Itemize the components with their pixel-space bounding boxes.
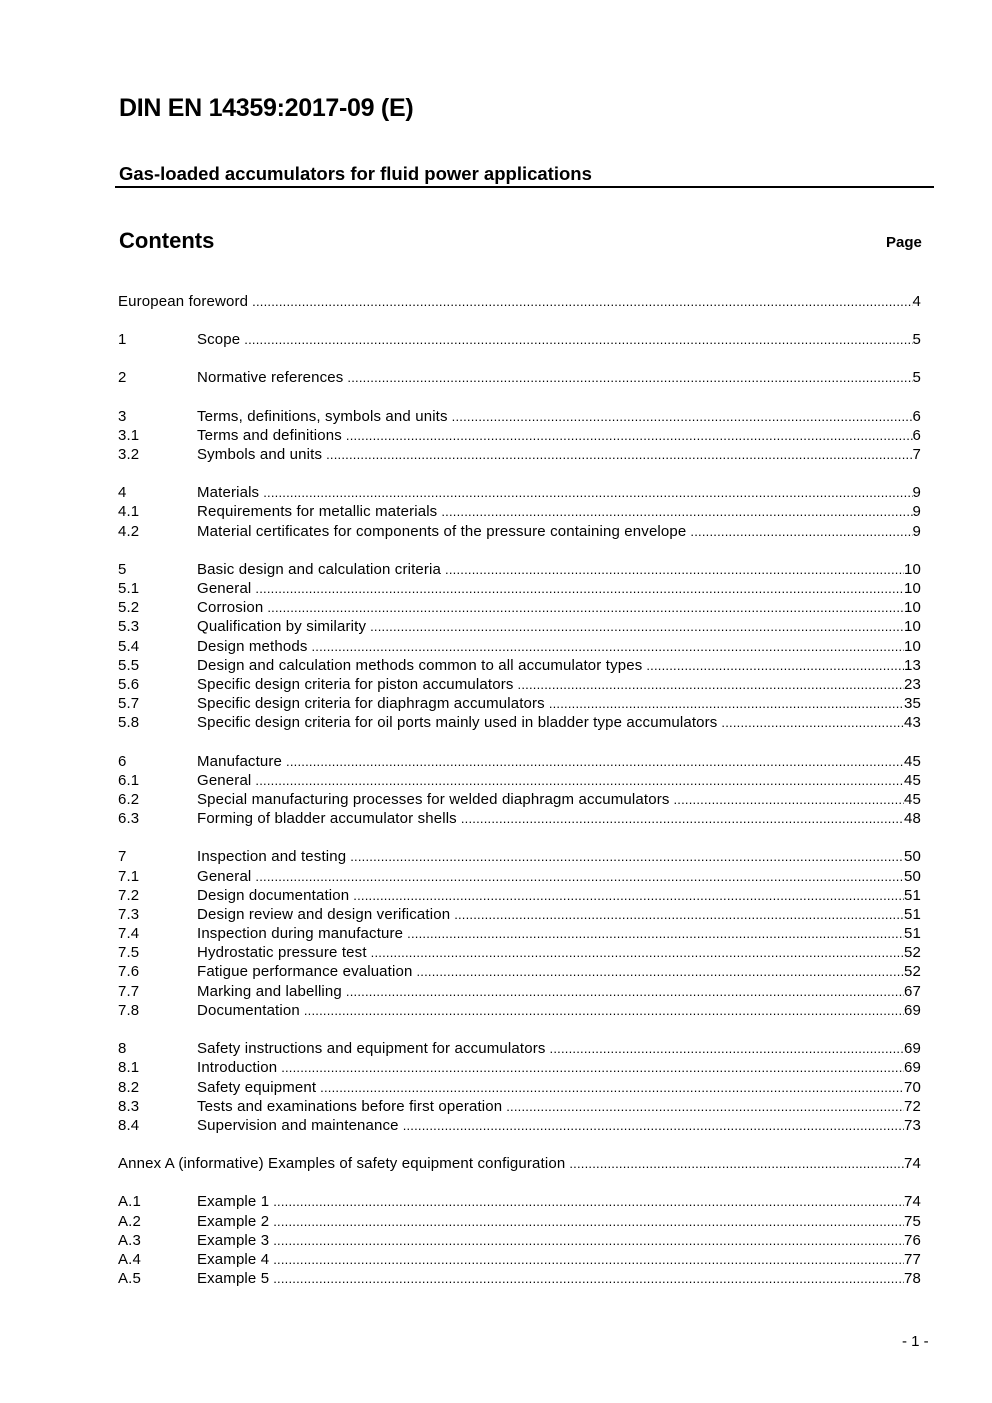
toc-entry-page: 50 (904, 868, 921, 885)
toc-entry[interactable] (118, 675, 921, 694)
toc-entry[interactable] (118, 598, 921, 617)
toc-entry-page: 9 (912, 503, 921, 520)
toc-entry[interactable] (118, 1154, 921, 1173)
toc-entry-page: 7 (912, 446, 921, 463)
page-number: - 1 - (902, 1333, 929, 1350)
toc-entry-title: Design review and design verification (197, 906, 451, 923)
toc-entry-number: 8 (118, 1040, 127, 1057)
toc-entry-page: 6 (912, 427, 921, 444)
toc-dot-leader (550, 1039, 904, 1058)
toc-entry[interactable] (118, 752, 921, 771)
toc-entry-number: 8.4 (118, 1117, 140, 1134)
toc-entry-title: Terms and definitions (197, 427, 342, 444)
toc-entry-page: 48 (904, 810, 921, 827)
toc-entry-title: Qualification by similarity (197, 618, 367, 635)
toc-entry-number: 3.2 (118, 446, 140, 463)
toc-entry-title: Hydrostatic pressure test (197, 944, 367, 961)
toc-entry-title: Materials (197, 484, 260, 501)
toc-entry-page: 45 (904, 753, 921, 770)
toc-entry-page: 51 (904, 906, 921, 923)
toc-entry-title: General (197, 772, 252, 789)
toc-entry-number: 5.2 (118, 599, 140, 616)
toc-entry-page: 45 (904, 772, 921, 789)
toc-entry-title: Design and calculation methods common to all accumulator types (197, 657, 643, 674)
toc-entry-title: Inspection and testing (197, 848, 347, 865)
toc-entry-number: 5.3 (118, 618, 140, 635)
toc-dot-leader (320, 1078, 904, 1097)
toc-entry[interactable] (118, 617, 921, 636)
toc-entry[interactable] (118, 579, 921, 598)
toc-entry-page: 9 (912, 523, 921, 540)
toc-dot-leader (549, 694, 904, 713)
toc-entry[interactable] (118, 962, 921, 981)
toc-entry-title: Fatigue performance evaluation (197, 963, 413, 980)
toc-entry-title: Supervision and maintenance (197, 1117, 399, 1134)
toc-entry-number: 8.3 (118, 1098, 140, 1115)
toc-entry-page: 10 (904, 618, 921, 635)
toc-entry-number: 2 (118, 369, 127, 386)
toc-entry-number: A.2 (118, 1213, 141, 1230)
toc-entry-title: Example 3 (197, 1232, 270, 1249)
toc-dot-leader (416, 962, 904, 981)
toc-dot-leader (346, 426, 913, 445)
toc-dot-leader (445, 560, 904, 579)
toc-entry[interactable] (118, 1212, 921, 1231)
toc-entry-number: 4 (118, 484, 127, 501)
toc-entry-number: 7.4 (118, 925, 140, 942)
toc-entry-title: Safety equipment (197, 1079, 317, 1096)
toc-entry-title: Example 4 (197, 1251, 270, 1268)
toc-entry-number: 6.1 (118, 772, 140, 789)
toc-dot-leader (518, 675, 904, 694)
toc-entry-number: 5.1 (118, 580, 140, 597)
toc-entry-page: 70 (904, 1079, 921, 1096)
toc-entry-number: 8.1 (118, 1059, 140, 1076)
toc-dot-leader (273, 1250, 904, 1269)
toc-dot-leader (263, 483, 912, 502)
toc-dot-leader (273, 1269, 904, 1288)
toc-entry-page: 73 (904, 1117, 921, 1134)
toc-entry-page: 5 (912, 331, 921, 348)
toc-entry[interactable] (118, 905, 921, 924)
toc-entry[interactable] (118, 924, 921, 943)
toc-entry-page: 75 (904, 1213, 921, 1230)
toc-entry-number: 3.1 (118, 427, 140, 444)
toc-entry-number: 4.2 (118, 523, 140, 540)
toc-dot-leader (371, 943, 904, 962)
toc-dot-leader (304, 1001, 904, 1020)
toc-entry-title: Material certificates for components of the pressure containing envelope (197, 523, 687, 540)
toc-entry-title: Inspection during manufacture (197, 925, 404, 942)
toc-entry-title: European foreword (118, 293, 249, 310)
toc-dot-leader (273, 1212, 904, 1231)
toc-entry-title: Corrosion (197, 599, 264, 616)
toc-entry-number: 7.7 (118, 983, 140, 1000)
toc-entry[interactable] (118, 1001, 921, 1020)
toc-dot-leader (452, 407, 913, 426)
toc-dot-leader (252, 292, 912, 311)
toc-entry[interactable] (118, 483, 921, 502)
toc-entry[interactable] (118, 1097, 921, 1116)
toc-dot-leader (403, 1116, 904, 1135)
toc-dot-leader (646, 656, 904, 675)
toc-entry-page: 10 (904, 580, 921, 597)
toc-entry-page: 43 (904, 714, 921, 731)
toc-entry-title: Normative references (197, 369, 344, 386)
toc-entry-page: 76 (904, 1232, 921, 1249)
toc-entry-title: Symbols and units (197, 446, 323, 463)
toc-entry-number: 4.1 (118, 503, 140, 520)
toc-entry-title: Example 5 (197, 1270, 270, 1287)
toc-entry-number: 7.5 (118, 944, 140, 961)
toc-dot-leader (441, 502, 912, 521)
toc-entry-number: 7 (118, 848, 127, 865)
toc-entry-title: Specific design criteria for piston accumulators (197, 676, 514, 693)
toc-entry[interactable] (118, 771, 921, 790)
toc-entry-number: A.5 (118, 1270, 141, 1287)
toc-entry-page: 51 (904, 887, 921, 904)
toc-entry[interactable] (118, 1116, 921, 1135)
toc-entry[interactable] (118, 407, 921, 426)
toc-entry[interactable] (118, 560, 921, 579)
toc-entry-title: Forming of bladder accumulator shells (197, 810, 457, 827)
toc-entry-page: 77 (904, 1251, 921, 1268)
toc-entry-number: 7.2 (118, 887, 140, 904)
toc-entry-number: A.4 (118, 1251, 141, 1268)
toc-entry-title: Specific design criteria for oil ports mainly used in bladder type accumulators (197, 714, 718, 731)
toc-entry[interactable] (118, 426, 921, 445)
toc-entry-page: 74 (904, 1155, 921, 1172)
toc-dot-leader (350, 847, 904, 866)
toc-entry-page: 35 (904, 695, 921, 712)
toc-dot-leader (347, 368, 912, 387)
toc-entry-number: 5.7 (118, 695, 140, 712)
toc-entry[interactable] (118, 713, 921, 732)
toc-entry-title: Terms, definitions, symbols and units (197, 408, 448, 425)
toc-dot-leader (454, 905, 904, 924)
document-subtitle: Gas-loaded accumulators for fluid power applications (119, 163, 592, 184)
toc-entry-number: 5.8 (118, 714, 140, 731)
toc-entry[interactable] (118, 1058, 921, 1077)
toc-entry-page: 69 (904, 1002, 921, 1019)
toc-entry[interactable] (118, 330, 921, 349)
title-rule (115, 186, 934, 188)
toc-dot-leader (674, 790, 905, 809)
toc-entry-title: Safety instructions and equipment for accumulators (197, 1040, 546, 1057)
toc-entry[interactable] (118, 867, 921, 886)
toc-entry[interactable] (118, 637, 921, 656)
toc-entry-number: 1 (118, 331, 127, 348)
toc-entry-page: 69 (904, 1040, 921, 1057)
toc-dot-leader (286, 752, 904, 771)
toc-entry[interactable] (118, 809, 921, 828)
toc-entry[interactable] (118, 292, 921, 311)
toc-entry[interactable] (118, 982, 921, 1001)
toc-entry[interactable] (118, 1269, 921, 1288)
toc-entry[interactable] (118, 1078, 921, 1097)
toc-dot-leader (326, 445, 912, 464)
toc-entry-title: Requirements for metallic materials (197, 503, 438, 520)
toc-dot-leader (690, 522, 912, 541)
toc-entry-number: 7.1 (118, 868, 140, 885)
document-id: DIN EN 14359:2017-09 (E) (119, 94, 414, 122)
toc-dot-leader (721, 713, 904, 732)
toc-entry-title: Specific design criteria for diaphragm accumulators (197, 695, 545, 712)
toc-entry[interactable] (118, 790, 921, 809)
toc-entry[interactable] (118, 522, 921, 541)
toc-entry-number: 5.4 (118, 638, 140, 655)
toc-entry[interactable] (118, 943, 921, 962)
toc-entry-title: Manufacture (197, 753, 283, 770)
toc-entry[interactable] (118, 445, 921, 464)
toc-entry-page: 78 (904, 1270, 921, 1287)
toc-entry-page: 9 (912, 484, 921, 501)
toc-entry[interactable] (118, 1192, 921, 1211)
toc-entry-number: 6.3 (118, 810, 140, 827)
toc-entry-page: 52 (904, 963, 921, 980)
toc-entry-page: 10 (904, 599, 921, 616)
toc-entry[interactable] (118, 368, 921, 387)
toc-entry-page: 67 (904, 983, 921, 1000)
toc-entry-page: 6 (912, 408, 921, 425)
toc-entry-title: Example 1 (197, 1193, 270, 1210)
toc-entry-number: 7.3 (118, 906, 140, 923)
toc-dot-leader (255, 867, 904, 886)
toc-entry-number: 5 (118, 561, 127, 578)
toc-entry[interactable] (118, 1039, 921, 1058)
toc-entry[interactable] (118, 886, 921, 905)
toc-entry-number: A.1 (118, 1193, 141, 1210)
toc-entry-number: 6 (118, 753, 127, 770)
toc-entry-title: General (197, 868, 252, 885)
toc-entry-page: 50 (904, 848, 921, 865)
contents-heading: Contents (119, 228, 215, 253)
toc-entry[interactable] (118, 1250, 921, 1269)
toc-entry-page: 69 (904, 1059, 921, 1076)
toc-entry-page: 4 (912, 293, 921, 310)
toc-entry-number: 7.8 (118, 1002, 140, 1019)
toc-dot-leader (569, 1154, 904, 1173)
toc-dot-leader (461, 809, 904, 828)
toc-entry[interactable] (118, 1231, 921, 1250)
toc-entry-page: 10 (904, 638, 921, 655)
toc-dot-leader (370, 617, 904, 636)
toc-entry-title: Annex A (informative) Examples of safety equipment configuration (118, 1155, 566, 1172)
toc-entry-page: 13 (904, 657, 921, 674)
toc-dot-leader (273, 1192, 904, 1211)
toc-entry-page: 23 (904, 676, 921, 693)
toc-entry-title: Design documentation (197, 887, 350, 904)
toc-entry-page: 74 (904, 1193, 921, 1210)
toc-entry-number: 7.6 (118, 963, 140, 980)
toc-dot-leader (312, 637, 905, 656)
page-column-heading: Page (886, 234, 922, 251)
toc-entry-number: 6.2 (118, 791, 140, 808)
toc-dot-leader (281, 1058, 904, 1077)
toc-entry-title: Example 2 (197, 1213, 270, 1230)
toc-entry-page: 72 (904, 1098, 921, 1115)
toc-entry[interactable] (118, 656, 921, 675)
toc-entry-title: Documentation (197, 1002, 300, 1019)
toc-entry-title: Scope (197, 331, 241, 348)
toc-entry[interactable] (118, 694, 921, 713)
toc-entry-page: 51 (904, 925, 921, 942)
toc-dot-leader (255, 771, 904, 790)
toc-dot-leader (267, 598, 904, 617)
toc-entry[interactable] (118, 847, 921, 866)
toc-dot-leader (407, 924, 904, 943)
toc-entry-page: 5 (912, 369, 921, 386)
toc-entry-title: Special manufacturing processes for welded diaphragm accumulators (197, 791, 670, 808)
toc-entry-title: General (197, 580, 252, 597)
toc-entry-page: 52 (904, 944, 921, 961)
toc-entry-title: Basic design and calculation criteria (197, 561, 442, 578)
toc-entry-page: 10 (904, 561, 921, 578)
toc-dot-leader (346, 982, 904, 1001)
toc-entry-title: Marking and labelling (197, 983, 342, 1000)
toc-entry-title: Tests and examinations before first operation (197, 1098, 503, 1115)
toc-entry-title: Introduction (197, 1059, 278, 1076)
toc-dot-leader (244, 330, 912, 349)
toc-entry-page: 45 (904, 791, 921, 808)
toc-entry-title: Design methods (197, 638, 308, 655)
toc-entry-number: 5.5 (118, 657, 140, 674)
toc-entry[interactable] (118, 502, 921, 521)
toc-dot-leader (273, 1231, 904, 1250)
toc-dot-leader (353, 886, 904, 905)
toc-dot-leader (255, 579, 904, 598)
toc-entry-number: 3 (118, 408, 127, 425)
toc-entry-number: 8.2 (118, 1079, 140, 1096)
toc-dot-leader (506, 1097, 904, 1116)
toc-entry-number: 5.6 (118, 676, 140, 693)
toc-entry-number: A.3 (118, 1232, 141, 1249)
